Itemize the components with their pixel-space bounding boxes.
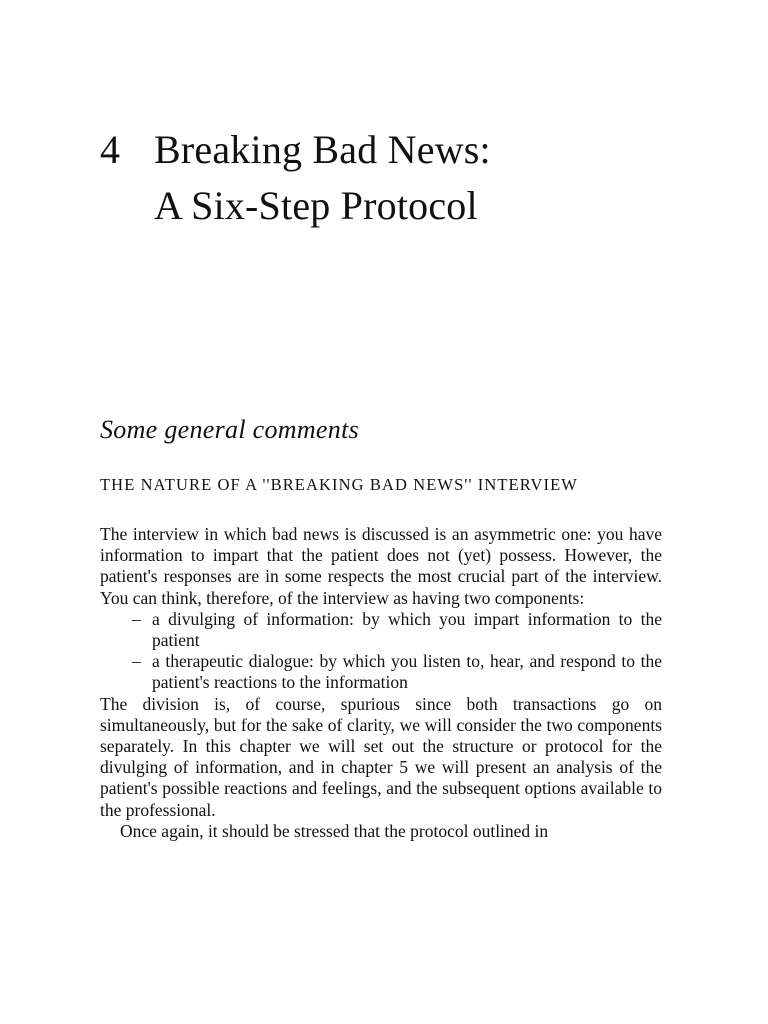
- body-text: [100, 524, 662, 842]
- subsection-heading: THE NATURE OF A ''BREAKING BAD NEWS'' INTERVIEW: [100, 475, 578, 494]
- chapter-title-part-1: Breaking Bad News:: [154, 127, 491, 172]
- list-item-text: a divulging of information: by which you impart information to the patient: [152, 608, 662, 651]
- chapter-heading: [100, 122, 491, 234]
- chapter-title-line-2: A Six-Step Protocol: [154, 183, 478, 228]
- chapter-title-line-1: [100, 122, 491, 178]
- chapter-number: 4: [100, 127, 121, 172]
- paragraph-intro: The interview in which bad news is discussed is an asymmetric one: you have information to impart that the patient does not (yet) possess. However, the patient's responses are in some respects the most crucial part of the interview. You can think, therefore, of the interview as having two components:: [100, 524, 662, 608]
- components-list: [100, 609, 662, 694]
- list-dash: –: [132, 608, 141, 629]
- list-item: [132, 651, 662, 693]
- list-item: [132, 609, 662, 651]
- section-title: Some general comments: [100, 415, 360, 444]
- paragraph-once-again: Once again, it should be stressed that the protocol outlined in: [120, 820, 549, 841]
- paragraph-division: The division is, of course, spurious since both transactions go on simultaneously, but for the sake of clarity, we will consider the two components separately. In this chapter we will set out the structure or protocol for the divulging of information, and in chapter 5 we will present an analysis of the patient's possible reactions and feelings, and the subsequent options available to the professional.: [100, 693, 662, 820]
- list-dash: –: [132, 651, 141, 672]
- list-item-text: a therapeutic dialogue: by which you listen to, hear, and respond to the patient's reactions to the information: [152, 651, 662, 693]
